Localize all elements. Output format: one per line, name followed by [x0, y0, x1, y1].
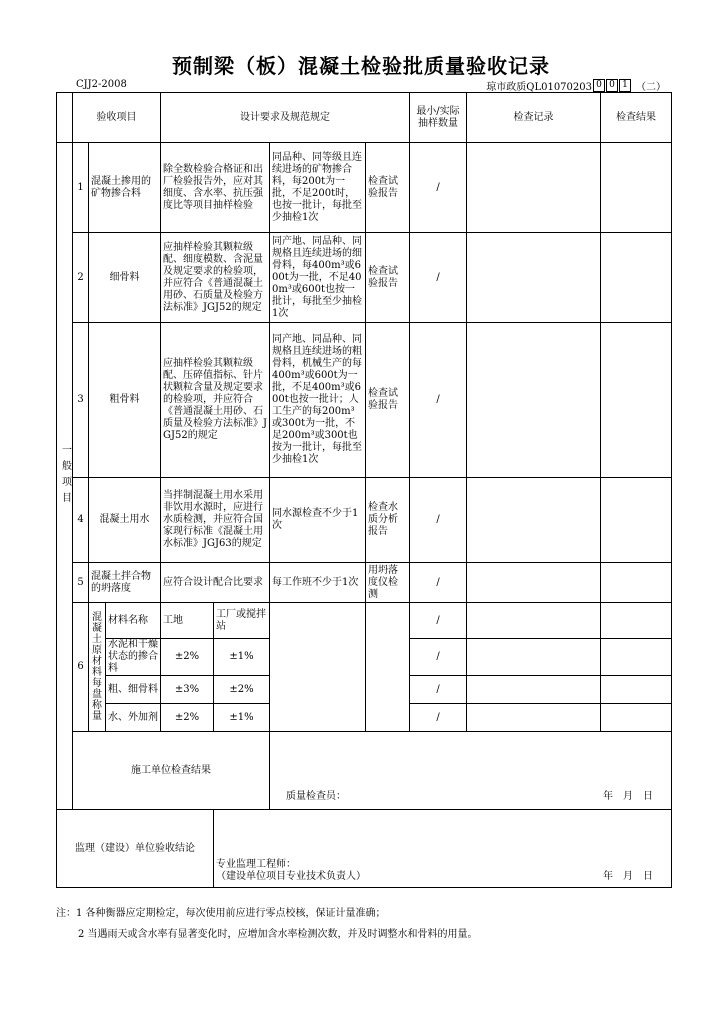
tolerance-plant: ±2%: [214, 676, 270, 704]
item-name: 混凝土用水: [89, 478, 161, 563]
item-name: 细骨料: [89, 233, 161, 323]
form-number-suffix: （二）: [636, 82, 666, 93]
note-line: 注：1 各种衡器应定期检定，每次使用前应进行零点校核，保证计量准确；: [56, 908, 386, 919]
item-requirement: 应符合设计配合比要求: [161, 563, 270, 603]
tolerance-site: ±2%: [161, 704, 214, 732]
item-name: 混凝土拌合物的坍落度: [89, 563, 161, 603]
supervision-unit-label: 监理（建设）单位验收结论: [57, 810, 214, 888]
construction-unit-label: 施工单位检查结果: [73, 732, 270, 810]
standard-code: CJJ2-2008: [76, 79, 127, 90]
item-frequency: 同产地、同品种、同规格且连续进场的粗骨料，机械生产的每400m³或600t为一批，不足400m³或600t也按一批计；人工生产的每200m³或300t为一批，不足200m³或300t也按为一批计，每批至少抽检1次: [270, 323, 366, 478]
item-frequency: 同品种、同等级且连续进场的矿物掺合料，每200t为一批，不足200t时，也按一批计，每批至少抽检1次: [270, 143, 366, 233]
form-number-box[interactable]: 0: [593, 79, 605, 92]
row-number: 3: [73, 323, 89, 478]
form-number-box[interactable]: 1: [619, 79, 631, 92]
general-items-label: 一般项目: [57, 143, 73, 810]
page-title: 预制梁（板）混凝土检验批质量验收记录: [172, 54, 550, 78]
row-number: 6: [73, 603, 89, 732]
tolerance-site: ±2%: [161, 639, 214, 676]
item-requirement: 当拌制混凝土用水采用非饮用水源时，应进行水质检测，并应符合国家现行标准《混凝土用水标准》JGJ63的规定: [161, 478, 270, 563]
item-sample-count: /: [410, 323, 467, 478]
item-frequency: 同产地、同品种、同规格且连续进场的细骨料，每400m³或600t为一批，不足400m³或600t也按一批计，每批至少抽检1次: [270, 233, 366, 323]
item-sample-count: /: [410, 478, 467, 563]
item-sample-count: /: [410, 143, 467, 233]
item-frequency: 同水源检查不少于1次: [270, 478, 366, 563]
item-result-cell[interactable]: [601, 323, 672, 478]
header-sample-count: 最小/实际抽样数量: [410, 93, 467, 143]
supervision-date: 年 月 日: [603, 871, 653, 882]
supervisor-note: （建设单位项目专业技术负责人）: [216, 871, 366, 882]
item-record-cell[interactable]: [467, 603, 601, 639]
row-number: 4: [73, 478, 89, 563]
form-number-prefix: 琼市政质QL01070203: [486, 82, 592, 93]
item-sample-count: /: [410, 639, 467, 676]
item-requirement: 应抽样检验其颗粒级配、压碎值指标、针片状颗粒含量及规定要求的检验项，并应符合《普通混凝土用砂、石质量及检验方法标准》JGJ52的规定: [161, 323, 270, 478]
tolerance-plant: ±1%: [214, 704, 270, 732]
item-method: 检查水质分析报告: [366, 478, 410, 563]
header-requirement: 设计要求及规范规定: [161, 93, 410, 143]
item-requirement: 除全数检验合格证和出厂检验报告外，应对其细度、含水率、抗压强度比等项目抽样检验: [161, 143, 270, 233]
item-result-cell[interactable]: [601, 639, 672, 676]
item-result-cell[interactable]: [601, 563, 672, 603]
form-number: [486, 78, 666, 93]
supervisor-label: 专业监理工程师：: [216, 859, 296, 870]
item-method: 检查试验报告: [366, 323, 410, 478]
item-method: 用坍落度仪检测: [366, 563, 410, 603]
item-sample-count: /: [410, 603, 467, 639]
item-result-cell[interactable]: [601, 233, 672, 323]
supervision-result-cell[interactable]: [214, 810, 672, 888]
item-record-cell[interactable]: [467, 143, 601, 233]
header-result: 检查结果: [601, 93, 672, 143]
header-item: 验收项目: [73, 93, 161, 143]
item-sample-count: /: [410, 676, 467, 704]
sub-header-site: 工地: [161, 603, 214, 639]
weighing-group-label: 混凝土原材料每盘称量: [89, 603, 106, 732]
item-record-cell[interactable]: [467, 676, 601, 704]
material-name: 粗、细骨料: [106, 676, 161, 704]
item-result-cell[interactable]: [601, 676, 672, 704]
item-record-cell[interactable]: [467, 323, 601, 478]
construction-result-cell[interactable]: [270, 732, 672, 810]
item-record-cell[interactable]: [467, 478, 601, 563]
item-record-cell[interactable]: [467, 704, 601, 732]
material-name: 水泥和干燥状态的掺合料: [106, 639, 161, 676]
form-number-box[interactable]: 0: [606, 79, 618, 92]
item-result-cell[interactable]: [601, 478, 672, 563]
weighing-blank: [270, 603, 366, 732]
item-frequency: 每工作班不少于1次: [270, 563, 366, 603]
item-name: 混凝土掺用的矿物掺合料: [89, 143, 161, 233]
item-sample-count: /: [410, 233, 467, 323]
quality-inspector-label: 质量检查员：: [286, 791, 346, 802]
sub-header-plant: 工厂或搅拌站: [214, 603, 270, 639]
item-sample-count: /: [410, 704, 467, 732]
item-record-cell[interactable]: [467, 233, 601, 323]
weighing-blank: [366, 603, 410, 732]
item-sample-count: /: [410, 563, 467, 603]
header-record: 检查记录: [467, 93, 601, 143]
construction-date: 年 月 日: [603, 791, 653, 802]
item-method: 检查试验报告: [366, 233, 410, 323]
item-record-cell[interactable]: [467, 563, 601, 603]
item-requirement: 应抽样检验其颗粒级配、细度模数、含泥量及规定要求的检验项，并应符合《普通混凝土用砂、石质量及检验方法标准》JGJ52的规定: [161, 233, 270, 323]
notes: [56, 903, 478, 945]
item-method: 检查试验报告: [366, 143, 410, 233]
header-blank: [57, 93, 73, 143]
row-number: 1: [73, 143, 89, 233]
sub-header-name: 材料名称: [106, 603, 161, 639]
item-name: 粗骨料: [89, 323, 161, 478]
tolerance-site: ±3%: [161, 676, 214, 704]
item-record-cell[interactable]: [467, 639, 601, 676]
row-number: 2: [73, 233, 89, 323]
tolerance-plant: ±1%: [214, 639, 270, 676]
note-line: 2 当遇雨天或含水率有显著变化时，应增加含水率检测次数，并及时调整水和骨料的用量。: [78, 929, 478, 940]
material-name: 水、外加剂: [106, 704, 161, 732]
inspection-table: [56, 92, 672, 888]
item-result-cell[interactable]: [601, 143, 672, 233]
row-number: 5: [73, 563, 89, 603]
item-result-cell[interactable]: [601, 704, 672, 732]
item-result-cell[interactable]: [601, 603, 672, 639]
